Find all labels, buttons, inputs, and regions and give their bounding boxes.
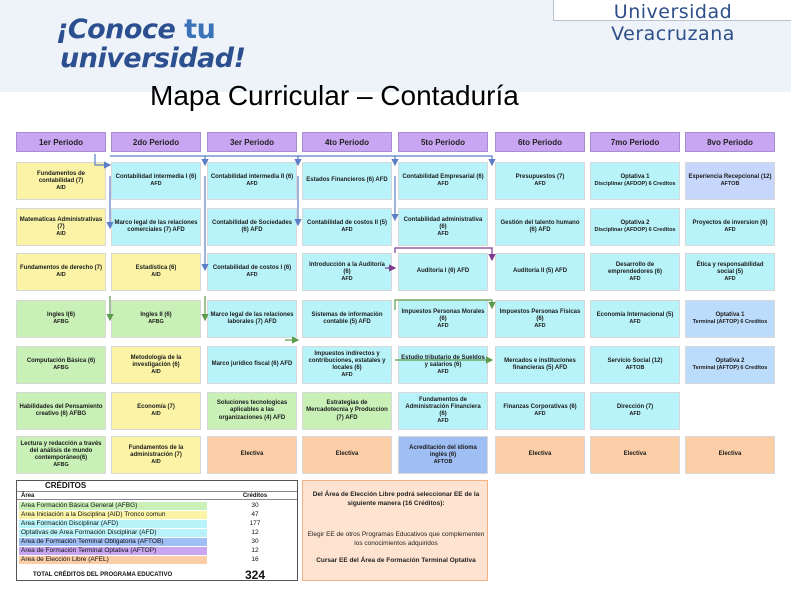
course-name: Fundamentos de Administración Financiera (6) [405,396,481,418]
course-cell-r2-p6 [495,208,585,246]
course-cell-r1-p5 [398,162,488,200]
course-name: Optativa 2 [715,358,745,365]
course-area-label: AFD [629,275,641,282]
course-cell-r1-p4 [302,162,392,200]
course-area-label: AID [56,184,66,191]
course-cell-r4-p3 [207,300,297,338]
course-name: Fundamentos de contabilidad (7) [36,170,85,184]
course-area-label: Disciplinar (AFDOP) 6 Creditos [594,181,676,188]
course-name: Optativa 1 [715,312,745,319]
credits-row [17,520,297,528]
course-name: Impuestos Personas Físicas (6) [499,308,581,322]
course-cell-r4-p2 [111,300,201,338]
course-name: Contabilidad de costos I (6) [212,265,292,272]
course-name: Matematicas Administrativas (7) [19,216,103,230]
course-cell-r3-p8 [685,253,775,291]
period-header-1: 1er Periodo [16,132,106,152]
course-name: Impuestos indirectos y contribuciones, estatales y locales (6) [308,350,386,372]
course-cell-r5-p3 [207,346,297,384]
credits-area-label: Área de Formación Terminal Obligatoria (AFTOB) [19,538,207,546]
course-name: Contabilidad de Sociedades (6) AFD [211,219,292,233]
logo-tu: tu [184,14,216,45]
course-cell-r3-p1 [16,253,106,291]
course-cell-r2-p2 [111,208,201,246]
credits-row [17,502,297,510]
course-cell-r4-p5 [398,300,488,338]
period-header-3: 3er Periodo [207,132,297,152]
credits-area-label: Área Formación Básica General (AFBG) [19,502,207,510]
credits-area-label: Área Iniciación a la Disciplina (AID) Tronco comun [19,511,207,519]
course-cell-r5-p7 [590,346,680,384]
credits-total-label: TOTAL CRÉDITOS DEL PROGRAMA EDUCATIVO [33,572,173,578]
course-area-label: AID [151,368,161,375]
university-name: Universidad Veracruzana [611,1,735,45]
course-name: Dirección (7) [616,404,654,411]
course-cell-r5-p8 [685,346,775,384]
course-name: Ética y responsabilidad social (5) [696,261,764,275]
course-area-label: AID [56,272,66,279]
course-cell-r7-p5 [398,436,488,474]
course-name: Acreditación del idioma inglés (6) [409,444,477,458]
header-banner [0,0,791,92]
course-area-label: AFD [437,181,449,188]
credits-table [16,480,298,581]
course-area-label: AID [151,272,161,279]
course-name: Presupuestos (7) [515,174,565,181]
course-area-label: AFD [437,322,449,329]
course-cell-r2-p7 [590,208,680,246]
course-name: Auditoría I (6) AFD [416,268,470,275]
credits-row [17,511,297,519]
course-area-label: Terminal (AFTOP) 6 Creditos [692,319,768,326]
period-header-2: 2do Periodo [111,132,201,152]
credits-value: 12 [251,547,259,554]
course-name: Electiva [528,451,552,458]
course-name: Marco jurídico fiscal (6) AFD [211,361,293,368]
course-name: Impuestos Personas Morales (6) [401,308,485,322]
course-cell-r3-p7 [590,253,680,291]
curricular-grid [16,132,778,472]
course-cell-r7-p6 [495,436,585,474]
course-cell-r7-p3 [207,436,297,474]
elective-line2: Elegir EE de otros Programas Educativos que complementen los conocimientos adquiridos [307,531,485,547]
page-title: Mapa Curricular – Contaduría [150,80,519,111]
credits-value: 12 [251,529,259,536]
course-name: Contabilidad intermedia I (6) [115,174,197,181]
course-cell-r1-p8 [685,162,775,200]
course-area-label: AFD [341,372,353,379]
credits-value: 177 [249,520,261,527]
course-cell-r6-p3 [207,392,297,430]
course-cell-r2-p5 [398,208,488,246]
course-name: Marco legal de las relaciones comerciales (7) AFD [114,219,198,233]
course-area-label: AFTOB [433,458,453,465]
course-name: Ingles I(6) [46,312,75,319]
course-area-label: AFD [341,227,353,234]
period-header-7: 7mo Periodo [590,132,680,152]
course-area-label: AFD [629,411,641,418]
course-cell-r4-p6 [495,300,585,338]
course-cell-r3-p4 [302,253,392,291]
course-name: Fundamentos de derecho (7) [19,265,102,272]
course-name: Auditoría II (5) AFD [512,268,568,275]
course-area-label: AID [151,411,161,418]
course-name: Desarrollo de emprendedores (6) [607,261,662,275]
course-area-label: AFD [437,368,449,375]
course-name: Proyectos de inversion (6) [692,220,768,227]
course-cell-r5-p5 [398,346,488,384]
course-cell-r6-p2 [111,392,201,430]
course-name: Estudio tributario de Sueldos y salarios (6) [401,354,485,368]
course-area-label: AFD [534,181,546,188]
course-name: Contabilidad Empresarial (6) [402,174,484,181]
course-area-label: AFD [437,230,449,237]
course-name: Sistemas de información contable (5) AFD [311,311,383,325]
course-cell-r2-p4 [302,208,392,246]
course-cell-r4-p8 [685,300,775,338]
course-name: Lectura y redacción a través del análisis de mundo contemporáneo(6) [20,440,102,462]
credits-row [17,547,297,555]
course-cell-r7-p8 [685,436,775,474]
course-cell-r5-p6 [495,346,585,384]
credits-row [17,538,297,546]
course-area-label: AFD [534,322,546,329]
course-cell-r5-p1 [16,346,106,384]
course-area-label: AFBG [53,462,69,469]
course-cell-r3-p3 [207,253,297,291]
credits-area-label: Área de Elección Libre (AFEL) [19,556,207,564]
logo-line2: universidad! [60,43,246,74]
credits-title: CRÉDITOS [45,481,87,490]
course-cell-r6-p6 [495,392,585,430]
course-area-label: AID [151,458,161,465]
university-name-box [553,0,791,45]
elective-line1: Del Área de Elección Libre podrá seleccionar EE de la siguiente manera (16 Créditos): [312,491,480,507]
course-area-label: AFD [246,272,258,279]
course-area-label: AID [56,230,66,237]
credits-value: 30 [251,502,259,509]
credits-row [17,529,297,537]
course-name: Electiva [240,451,264,458]
course-cell-r7-p7 [590,436,680,474]
course-area-label: Disciplinar (AFDOP) 6 Creditos [594,227,676,234]
credits-area-label: Área Formación Disciplinar (AFD) [19,520,207,528]
period-header-6: 6to Periodo [495,132,585,152]
elective-info-box [302,480,488,581]
course-area-label: AFD [629,319,641,326]
course-name: Computación Básica (6) [26,358,96,365]
course-name: Contabilidad intermedia II (6) [210,174,294,181]
course-area-label: AFD [724,227,736,234]
credits-value: 16 [251,556,259,563]
course-cell-r4-p4 [302,300,392,338]
elective-line3: Cursar EE del Área de Formación Terminal Optativa [316,557,476,564]
period-header-4: 4to Periodo [302,132,392,152]
course-cell-r7-p1 [16,436,106,474]
course-cell-r1-p2 [111,162,201,200]
course-name: Optativa 1 [620,174,650,181]
course-cell-r1-p3 [207,162,297,200]
course-name: Habilidades del Pensamiento creativo (6) AFBG [19,403,103,417]
course-name: Electiva [623,451,647,458]
course-area-label: AFD [150,181,162,188]
course-area-label: AFD [724,275,736,282]
course-cell-r4-p7 [590,300,680,338]
period-header-8: 8vo Periodo [685,132,775,152]
credits-header [17,491,297,500]
course-area-label: AFBG [53,319,69,326]
course-cell-r1-p1 [16,162,106,200]
course-cell-r7-p4 [302,436,392,474]
credits-col-credits: Créditos [242,493,268,499]
course-name: Optativa 2 [620,220,650,227]
course-name: Gestión del talento humano (6) AFD [500,219,580,233]
course-cell-r5-p4 [302,346,392,384]
course-name: Electiva [718,451,742,458]
course-area-label: Terminal (AFTOP) 6 Creditos [692,365,768,372]
course-name: Economía Internacional (5) [596,312,674,319]
credits-total-row [17,569,297,580]
credits-col-area: Área [21,493,35,499]
course-cell-r3-p2 [111,253,201,291]
course-cell-r2-p1 [16,208,106,246]
course-name: Contabilidad de costos II (5) [306,220,387,227]
credits-area-label: Optativas de Área Formación Disciplinar (AFD) [19,529,207,537]
course-name: Estrategias de Mercadotecnia y Produccion (7) AFD [306,400,388,421]
course-name: Soluciones tecnologicas aplicables a las organizaciones (4) AFD [216,400,288,421]
logo: ¡Conoce tu [56,14,216,45]
course-name: Estadística (6) [135,265,177,272]
course-cell-r2-p8 [685,208,775,246]
course-name: Mercados e instituciones financieras (5) AFD [504,357,576,371]
course-cell-r3-p6 [495,253,585,291]
course-area-label: AFD [246,181,258,188]
credits-area-label: Área de Formación Terminal Optativa (AFTOP) [19,547,207,555]
credits-row [17,556,297,564]
course-name: Fundamentos de la administración (7) [128,444,184,458]
course-name: Marco legal de las relaciones laborales (7) AFD [210,311,294,325]
course-name: Experiencia Recepcional (12) [688,174,772,181]
course-name: Metodología de la investigación (6) [130,354,182,368]
course-cell-r6-p4 [302,392,392,430]
course-name: Electiva [335,451,359,458]
course-name: Economía (7) [137,404,175,411]
course-cell-r6-p7 [590,392,680,430]
course-name: Contabilidad administrativa (6) [403,216,483,230]
course-cell-r4-p1 [16,300,106,338]
course-area-label: AFBG [148,319,164,326]
course-cell-r1-p7 [590,162,680,200]
course-cell-r2-p3 [207,208,297,246]
course-cell-r5-p2 [111,346,201,384]
course-area-label: AFTOB [625,365,645,372]
course-area-label: AFD [534,411,546,418]
course-name: Finanzas Corporativas (6) [503,404,577,411]
credits-value: 30 [251,538,259,545]
course-cell-r1-p6 [495,162,585,200]
course-cell-r6-p1 [16,392,106,430]
course-area-label: AFD [341,275,353,282]
course-area-label: AFBG [53,365,69,372]
course-name: Ingles II (6) [140,312,172,319]
course-name: Estados Financieros (6) AFD [306,177,388,184]
credits-total-value: 324 [244,568,266,582]
course-cell-r3-p5 [398,253,488,291]
course-name: Servicio Social (12) [607,358,663,365]
period-header-5: 5to Periodo [398,132,488,152]
credits-value: 47 [251,511,259,518]
course-name: Introducción a la Auditoría (6) [309,261,385,275]
course-area-label: AFTOB [720,181,740,188]
course-cell-r6-p5 [398,392,488,430]
course-area-label: AFD [437,418,449,425]
course-cell-r7-p2 [111,436,201,474]
